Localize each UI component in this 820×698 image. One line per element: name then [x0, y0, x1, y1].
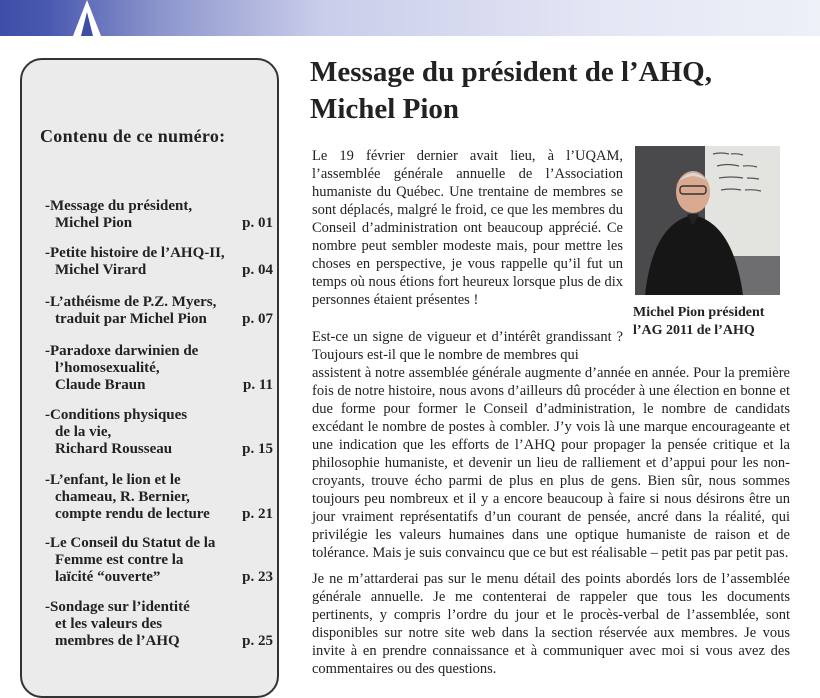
- article-title-line: Message du président de l’AHQ,: [310, 56, 712, 88]
- article-paragraph: Je ne m’attarderai pas sur le menu détail des points abordés lors de l’assemblée générale annuelle. Je me contenterai de rappeler que tous les documents pertinents, y compris l’ordre du jour et le procès-verbal de l’assemblée, sont disponibles sur notre site web dans la section réservée aux membres. Je vous invite à en prendre connaissance et à communiquer avec moi si vous avez des commentaires ou des questions.: [312, 571, 790, 677]
- toc-entry-line: l’homosexualité,: [55, 360, 160, 376]
- toc-entry-line: laïcité “ouverte”: [55, 569, 161, 585]
- toc-entry-enfant-lion-chameau[interactable]: [45, 472, 273, 523]
- toc-entry-line: Michel Pion: [55, 215, 133, 231]
- toc-entry-line: Claude Braun: [55, 377, 146, 393]
- photo-caption: Michel Pion président l’AG 2011 de l’AHQ: [633, 305, 765, 338]
- toc-entry-line: -Petite histoire de l’AHQ-II,: [45, 245, 225, 261]
- toc-page-number: p. 01: [242, 215, 273, 231]
- toc-entry-petite-histoire[interactable]: [45, 245, 273, 279]
- toc-title: Contenu de ce numéro:: [40, 126, 226, 146]
- toc-entry-line: -L’enfant, le lion et le: [45, 472, 181, 488]
- article-paragraph: assistent à notre assemblée générale augmente d’année en année. Pour la première fois de notre histoire, nous avons d’ailleurs dû procéder à une élection en bonne et due forme pour former le Conseil d’administration, le nombre de candidats excédant le nombre de postes à combler. J’y vois là une marque encourageante et une indication que les efforts de l’AHQ pour propager la pensée critique et la philosophie humaniste, et devenir un lieu de ralliement et d’appui pour les non-croyants, trouve écho parmi de plus en plus de gens. Bien sûr, nous sommes toujours peu nombreux et il y a encore beaucoup à faire si nous désirons être un jour vraiment représentatifs d’un courant de pensée, ancré dans la réalité, qui privilégie les valeurs humaines dans une optique humaniste de raison et de tolérance. Mais je suis convaincu que ce but est réalisable – petit pas par petit pas.: [312, 365, 790, 561]
- toc-page-number: p. 11: [242, 377, 273, 393]
- toc-entry-line: -Paradoxe darwinien de: [45, 343, 199, 359]
- ahq-logo-icon: [67, 0, 107, 36]
- toc-entry-conditions-physiques[interactable]: [45, 407, 273, 458]
- president-photo-illustration: [635, 146, 780, 295]
- article-title: [310, 54, 800, 128]
- toc-page-number: p. 07: [242, 311, 273, 327]
- toc-entry-message-president[interactable]: [45, 198, 273, 232]
- toc-entry-line: -Message du président,: [45, 198, 193, 214]
- toc-entry-line: de la vie,: [55, 424, 112, 440]
- toc-page-number: p. 04: [242, 262, 273, 278]
- president-photo: [635, 146, 780, 295]
- toc-entry-line: Michel Virard: [55, 262, 147, 278]
- toc-entry-line: Richard Rousseau: [55, 441, 173, 457]
- toc-entry-line: -L’athéisme de P.Z. Myers,: [45, 294, 217, 310]
- toc-entry-atheisme-myers[interactable]: [45, 294, 273, 328]
- toc-entry-line: compte rendu de lecture: [55, 506, 210, 522]
- toc-entry-paradoxe-darwinien[interactable]: [45, 343, 273, 394]
- toc-entry-line: Femme est contre la: [55, 552, 184, 568]
- toc-entry-line: et les valeurs des: [55, 616, 163, 632]
- header-banner: [0, 0, 820, 36]
- toc-page-number: p. 21: [242, 506, 273, 522]
- toc-entry-line: membres de l’AHQ: [55, 633, 180, 649]
- toc-entry-line: -Conditions physiques: [45, 407, 188, 423]
- toc-entry-sondage-identite[interactable]: [45, 599, 273, 650]
- toc-page-number: p. 23: [242, 569, 273, 585]
- article-title-line: Michel Pion: [310, 93, 460, 125]
- toc-page-number: p. 15: [242, 441, 273, 457]
- article-paragraph: Le 19 février dernier avait lieu, à l’UQAM, l’assemblée générale annuelle de l’Association humaniste du Québec. Une trentaine de membres se sont déplacés, malgré le froid, ce que les membres du Conseil d’administration ont beaucoup apprécié. Ce nombre peut sembler modeste mais, pour mettre les choses en perspective, je vous rappelle qu’il fut un temps où nous étions fort heureux lorsque plus de dix personnes étaient présentes !: [312, 148, 623, 308]
- article-paragraph: Est-ce un signe de vigueur et d’intérêt grandissant ? Toujours est-il que le nombre de membres qui: [312, 329, 623, 363]
- toc-entry-line: chameau, R. Bernier,: [55, 489, 190, 505]
- toc-entry-line: -Le Conseil du Statut de la: [45, 535, 216, 551]
- toc-page-number: p. 25: [242, 633, 273, 649]
- toc-entry-line: traduit par Michel Pion: [55, 311, 207, 327]
- toc-entry-conseil-statut-femme[interactable]: [45, 535, 273, 586]
- toc-entry-line: -Sondage sur l’identité: [45, 599, 190, 615]
